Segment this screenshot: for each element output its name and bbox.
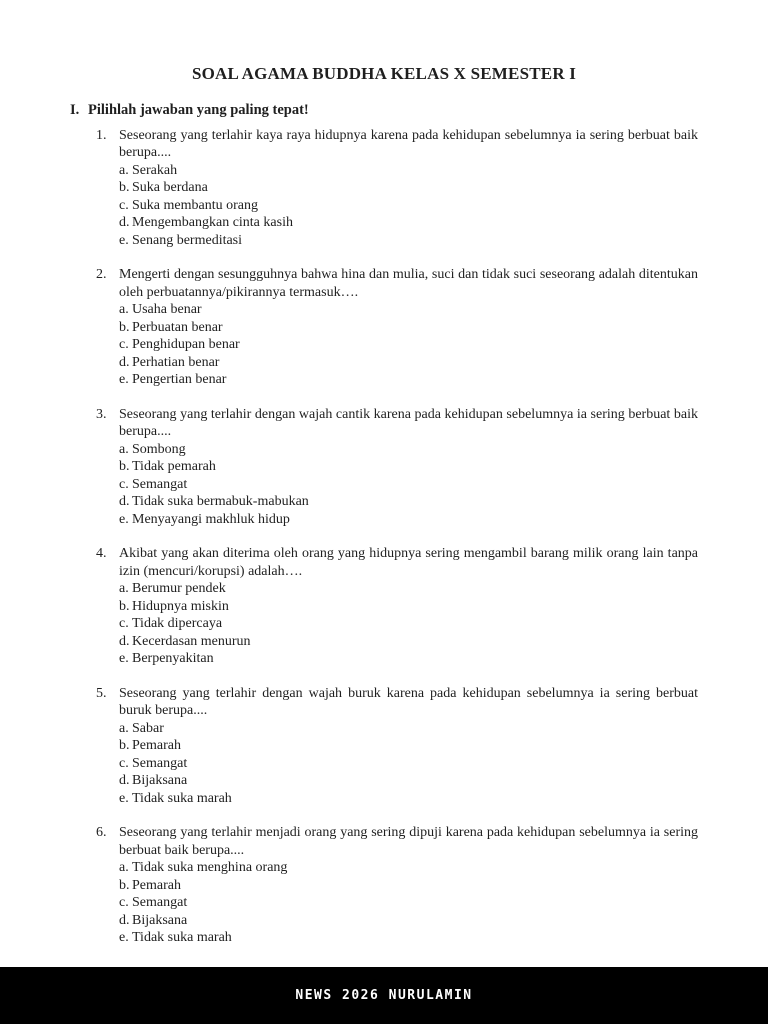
option-letter: c. — [119, 895, 129, 910]
option-letter: e. — [119, 651, 129, 666]
answer-option — [119, 458, 698, 476]
option-text: Berpenyakitan — [132, 651, 214, 666]
question-item — [96, 406, 698, 529]
option-letter: e. — [119, 372, 129, 387]
question-body — [119, 685, 698, 808]
answer-option — [119, 790, 698, 808]
option-list — [119, 441, 698, 529]
option-text: Kecerdasan menurun — [132, 633, 251, 649]
option-letter: d. — [119, 215, 130, 230]
option-text: Pemarah — [132, 877, 181, 893]
question-item — [96, 127, 698, 250]
option-list — [119, 580, 698, 668]
answer-option — [119, 633, 698, 651]
answer-option — [119, 336, 698, 354]
option-letter: e. — [119, 511, 129, 527]
question-text: Mengerti dengan sesungguhnya bahwa hina dan mulia, suci dan tidak suci seseorang adalah ditentukan oleh perbuatannya/pikirannya termasuk…. — [119, 267, 698, 300]
option-letter: a. — [119, 441, 129, 457]
option-text: Serakah — [132, 162, 178, 178]
option-text: Pemarah — [132, 738, 181, 753]
option-letter: e. — [119, 790, 129, 806]
option-text: Tidak dipercaya — [132, 616, 223, 631]
question-number: 4. — [96, 546, 107, 561]
option-letter: c. — [119, 755, 129, 771]
option-letter: c. — [119, 337, 129, 352]
option-text: Berumur pendek — [132, 581, 226, 596]
option-letter: a. — [119, 860, 129, 875]
option-letter: b. — [119, 738, 130, 753]
answer-option — [119, 493, 698, 511]
question-body — [119, 406, 698, 529]
option-text: Suka berdana — [132, 180, 208, 195]
option-letter: b. — [119, 598, 130, 614]
option-letter: b. — [119, 459, 130, 474]
question-item — [96, 266, 698, 389]
option-letter: a. — [119, 720, 129, 736]
answer-option — [119, 650, 698, 668]
question-body — [119, 127, 698, 250]
option-text: Penghidupan benar — [132, 337, 240, 352]
question-number: 1. — [96, 127, 107, 143]
instruction-text: Pilihlah jawaban yang paling tepat! — [88, 102, 309, 118]
question-text: Seseorang yang terlahir menjadi orang yang sering dipuji karena pada kehidupan sebelumnya ia sering berbuat baik berupa.... — [119, 825, 698, 858]
answer-option — [119, 162, 698, 180]
option-text: Semangat — [132, 895, 188, 910]
option-letter: c. — [119, 197, 129, 213]
question-body — [119, 545, 698, 668]
option-letter: d. — [119, 912, 130, 928]
question-text: Seseorang yang terlahir dengan wajah buruk karena pada kehidupan sebelumnya ia sering berbuat buruk berupa.... — [119, 685, 698, 718]
section-instruction — [70, 102, 698, 120]
answer-option — [119, 214, 698, 232]
option-list — [119, 162, 698, 250]
option-list — [119, 859, 698, 947]
option-list — [119, 720, 698, 808]
option-text: Tidak suka marah — [132, 930, 232, 945]
option-text: Sabar — [132, 720, 164, 736]
option-letter: b. — [119, 319, 130, 335]
option-text: Pengertian benar — [132, 372, 227, 387]
question-number: 6. — [96, 825, 107, 840]
answer-option — [119, 859, 698, 877]
answer-option — [119, 598, 698, 616]
answer-option — [119, 772, 698, 790]
question-list — [96, 127, 698, 947]
option-letter: b. — [119, 877, 130, 893]
option-letter: a. — [119, 302, 129, 317]
question-number: 3. — [96, 406, 107, 422]
answer-option — [119, 371, 698, 389]
answer-option — [119, 441, 698, 459]
option-letter: c. — [119, 476, 129, 492]
answer-option — [119, 720, 698, 738]
question-number: 2. — [96, 267, 107, 282]
option-letter: d. — [119, 354, 130, 370]
option-text: Usaha benar — [132, 302, 202, 317]
question-item — [96, 824, 698, 947]
option-text: Suka membantu orang — [132, 197, 258, 213]
question-text: Akibat yang akan diterima oleh orang yang hidupnya sering mengambil barang milik orang lain tanpa izin (mencuri/korupsi) adalah…. — [119, 546, 698, 579]
option-text: Semangat — [132, 755, 188, 771]
option-list — [119, 301, 698, 389]
option-text: Semangat — [132, 476, 188, 492]
answer-option — [119, 912, 698, 930]
option-text: Menyayangi makhluk hidup — [132, 511, 290, 527]
option-text: Tidak pemarah — [132, 459, 216, 474]
answer-option — [119, 232, 698, 250]
question-body — [119, 266, 698, 389]
question-text: Seseorang yang terlahir dengan wajah cantik karena pada kehidupan sebelumnya ia sering berbuat baik berupa.... — [119, 406, 698, 439]
answer-option — [119, 894, 698, 912]
answer-option — [119, 197, 698, 215]
question-item — [96, 685, 698, 808]
question-body — [119, 824, 698, 947]
option-letter: a. — [119, 162, 129, 178]
answer-option — [119, 755, 698, 773]
option-letter: d. — [119, 633, 130, 649]
option-letter: d. — [119, 773, 130, 788]
question-item — [96, 545, 698, 668]
option-letter: c. — [119, 616, 129, 631]
answer-option — [119, 511, 698, 529]
option-text: Bijaksana — [132, 912, 188, 928]
answer-option — [119, 179, 698, 197]
page-title: SOAL AGAMA BUDDHA KELAS X SEMESTER I — [191, 64, 577, 83]
answer-option — [119, 929, 698, 947]
option-text: Tidak suka bermabuk-mabukan — [132, 494, 309, 509]
instruction-numeral: I. — [70, 102, 80, 118]
answer-option — [119, 877, 698, 895]
answer-option — [119, 580, 698, 598]
answer-option — [119, 354, 698, 372]
footer-watermark: NEWS 2026 NURULAMIN — [295, 988, 473, 1003]
option-text: Hidupnya miskin — [132, 598, 229, 614]
option-text: Senang bermeditasi — [132, 232, 243, 248]
option-text: Sombong — [132, 441, 186, 457]
option-text: Bijaksana — [132, 773, 188, 788]
answer-option — [119, 319, 698, 337]
option-text: Perbuatan benar — [132, 319, 223, 335]
option-text: Perhatian benar — [132, 354, 220, 370]
option-letter: e. — [119, 232, 129, 248]
question-text: Seseorang yang terlahir kaya raya hidupnya karena pada kehidupan sebelumnya ia sering berbuat baik berupa.... — [119, 127, 698, 160]
option-text: Mengembangkan cinta kasih — [132, 215, 293, 230]
option-letter: e. — [119, 930, 129, 945]
option-text: Tidak suka marah — [132, 790, 232, 806]
option-letter: a. — [119, 581, 129, 596]
option-letter: d. — [119, 494, 130, 509]
answer-option — [119, 737, 698, 755]
question-number: 5. — [96, 685, 107, 701]
answer-option — [119, 301, 698, 319]
option-letter: b. — [119, 180, 130, 195]
answer-option — [119, 476, 698, 494]
option-text: Tidak suka menghina orang — [132, 860, 288, 875]
footer-bar — [0, 967, 768, 1024]
answer-option — [119, 615, 698, 633]
